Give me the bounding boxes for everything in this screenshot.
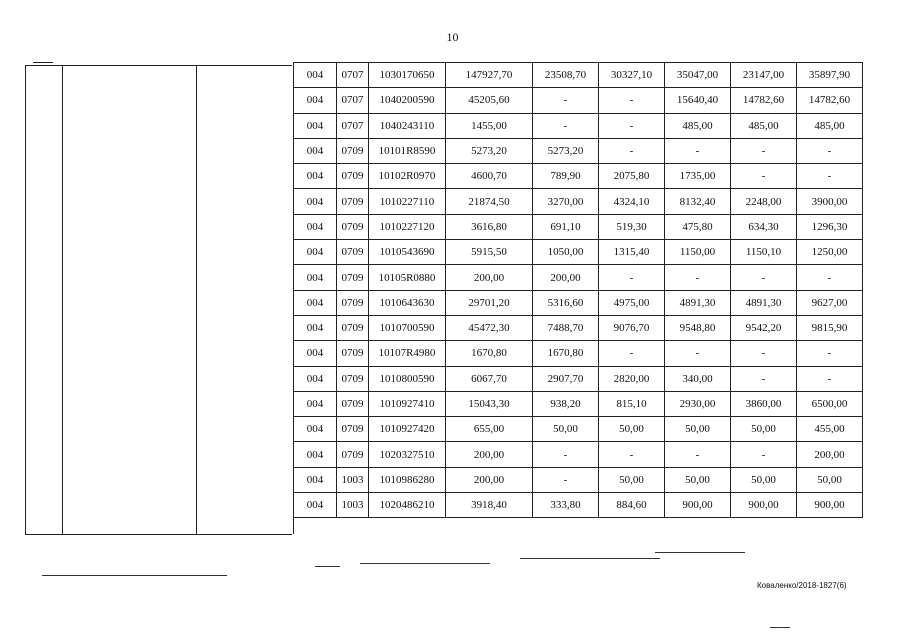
cell-year-5: 200,00 bbox=[797, 442, 863, 467]
cell-section-code: 0709 bbox=[337, 290, 369, 315]
cell-target-code: 10107R4980 bbox=[369, 341, 446, 366]
merged-cell-executor bbox=[196, 66, 294, 534]
cell-target-code: 1020486210 bbox=[369, 493, 446, 518]
cell-section-code: 0709 bbox=[337, 189, 369, 214]
cell-year-5: 900,00 bbox=[797, 493, 863, 518]
cell-year-5: - bbox=[797, 138, 863, 163]
table-row bbox=[294, 290, 863, 315]
merged-cell-number bbox=[26, 66, 63, 534]
cell-total: 1455,00 bbox=[446, 113, 533, 138]
cell-year-5: 9627,00 bbox=[797, 290, 863, 315]
cell-year-3: - bbox=[665, 442, 731, 467]
cell-year-3: 340,00 bbox=[665, 366, 731, 391]
cell-target-code: 1030170650 bbox=[369, 63, 446, 88]
cell-year-5: - bbox=[797, 265, 863, 290]
cell-year-3: 15640,40 bbox=[665, 88, 731, 113]
table-row bbox=[294, 417, 863, 442]
cell-year-2: 884,60 bbox=[599, 493, 665, 518]
cell-year-5: 1296,30 bbox=[797, 214, 863, 239]
cell-year-3: 1150,00 bbox=[665, 240, 731, 265]
cell-section-code: 0707 bbox=[337, 113, 369, 138]
table-row bbox=[294, 467, 863, 492]
cell-total: 200,00 bbox=[446, 265, 533, 290]
cell-total: 200,00 bbox=[446, 442, 533, 467]
table-row bbox=[294, 493, 863, 518]
cell-year-3: 35047,00 bbox=[665, 63, 731, 88]
cell-year-1: 1670,80 bbox=[533, 341, 599, 366]
cell-year-2: 30327,10 bbox=[599, 63, 665, 88]
cell-admin-code: 004 bbox=[294, 214, 337, 239]
cell-admin-code: 004 bbox=[294, 138, 337, 163]
cell-admin-code: 004 bbox=[294, 164, 337, 189]
cell-year-2: 50,00 bbox=[599, 417, 665, 442]
cell-year-1: 1050,00 bbox=[533, 240, 599, 265]
cell-year-1: 2907,70 bbox=[533, 366, 599, 391]
corner-mark bbox=[770, 627, 790, 628]
cell-year-3: 475,80 bbox=[665, 214, 731, 239]
header-stub-line bbox=[33, 62, 53, 63]
cell-section-code: 0707 bbox=[337, 63, 369, 88]
cell-target-code: 1010643630 bbox=[369, 290, 446, 315]
cell-target-code: 1010927410 bbox=[369, 391, 446, 416]
cell-year-3: - bbox=[665, 265, 731, 290]
footer-rule bbox=[315, 566, 340, 567]
cell-year-2: - bbox=[599, 138, 665, 163]
cell-year-2: 9076,70 bbox=[599, 315, 665, 340]
cell-year-5: 6500,00 bbox=[797, 391, 863, 416]
cell-section-code: 0707 bbox=[337, 88, 369, 113]
cell-year-4: 23147,00 bbox=[731, 63, 797, 88]
cell-year-1: - bbox=[533, 113, 599, 138]
cell-year-3: 50,00 bbox=[665, 467, 731, 492]
cell-admin-code: 004 bbox=[294, 467, 337, 492]
cell-section-code: 0709 bbox=[337, 164, 369, 189]
cell-year-4: - bbox=[731, 265, 797, 290]
cell-year-4: 2248,00 bbox=[731, 189, 797, 214]
cell-admin-code: 004 bbox=[294, 315, 337, 340]
cell-target-code: 10101R8590 bbox=[369, 138, 446, 163]
cell-year-4: - bbox=[731, 442, 797, 467]
cell-year-5: 14782,60 bbox=[797, 88, 863, 113]
cell-total: 45205,60 bbox=[446, 88, 533, 113]
cell-total: 4600,70 bbox=[446, 164, 533, 189]
cell-target-code: 1010227110 bbox=[369, 189, 446, 214]
cell-year-3: 900,00 bbox=[665, 493, 731, 518]
cell-year-5: - bbox=[797, 366, 863, 391]
cell-year-2: 815,10 bbox=[599, 391, 665, 416]
cell-year-3: - bbox=[665, 341, 731, 366]
cell-year-4: 900,00 bbox=[731, 493, 797, 518]
cell-year-3: 8132,40 bbox=[665, 189, 731, 214]
cell-year-4: 1150,10 bbox=[731, 240, 797, 265]
budget-table-body bbox=[294, 63, 863, 518]
cell-year-5: 485,00 bbox=[797, 113, 863, 138]
table-row bbox=[294, 214, 863, 239]
cell-year-1: 5273,20 bbox=[533, 138, 599, 163]
cell-year-2: - bbox=[599, 442, 665, 467]
table-row bbox=[294, 113, 863, 138]
cell-admin-code: 004 bbox=[294, 63, 337, 88]
table-row bbox=[294, 442, 863, 467]
cell-section-code: 0709 bbox=[337, 138, 369, 163]
cell-target-code: 1010800590 bbox=[369, 366, 446, 391]
cell-year-5: 3900,00 bbox=[797, 189, 863, 214]
cell-admin-code: 004 bbox=[294, 341, 337, 366]
cell-year-2: 4975,00 bbox=[599, 290, 665, 315]
cell-year-4: 634,30 bbox=[731, 214, 797, 239]
cell-year-2: 2820,00 bbox=[599, 366, 665, 391]
cell-year-4: 14782,60 bbox=[731, 88, 797, 113]
cell-admin-code: 004 bbox=[294, 113, 337, 138]
table-row bbox=[294, 366, 863, 391]
cell-year-2: - bbox=[599, 265, 665, 290]
cell-year-2: - bbox=[599, 113, 665, 138]
cell-year-1: 3270,00 bbox=[533, 189, 599, 214]
cell-year-1: 7488,70 bbox=[533, 315, 599, 340]
cell-total: 6067,70 bbox=[446, 366, 533, 391]
cell-year-4: - bbox=[731, 138, 797, 163]
cell-target-code: 10102R0970 bbox=[369, 164, 446, 189]
cell-year-4: 485,00 bbox=[731, 113, 797, 138]
cell-total: 200,00 bbox=[446, 467, 533, 492]
cell-year-1: 200,00 bbox=[533, 265, 599, 290]
table-row bbox=[294, 341, 863, 366]
cell-total: 3918,40 bbox=[446, 493, 533, 518]
budget-table bbox=[293, 62, 863, 518]
cell-year-3: 2930,00 bbox=[665, 391, 731, 416]
cell-admin-code: 004 bbox=[294, 88, 337, 113]
page-number: 10 bbox=[446, 30, 459, 44]
footer-code: Коваленко/2018-1827(6) bbox=[757, 581, 847, 590]
cell-year-2: 519,30 bbox=[599, 214, 665, 239]
cell-year-4: 9542,20 bbox=[731, 315, 797, 340]
cell-year-3: 1735,00 bbox=[665, 164, 731, 189]
cell-year-4: 50,00 bbox=[731, 417, 797, 442]
cell-year-4: - bbox=[731, 164, 797, 189]
cell-year-1: 50,00 bbox=[533, 417, 599, 442]
cell-year-1: 5316,60 bbox=[533, 290, 599, 315]
cell-admin-code: 004 bbox=[294, 189, 337, 214]
cell-year-3: 485,00 bbox=[665, 113, 731, 138]
cell-year-4: 3860,00 bbox=[731, 391, 797, 416]
cell-section-code: 0709 bbox=[337, 417, 369, 442]
cell-year-2: 1315,40 bbox=[599, 240, 665, 265]
cell-admin-code: 004 bbox=[294, 290, 337, 315]
table-row bbox=[294, 240, 863, 265]
cell-section-code: 0709 bbox=[337, 366, 369, 391]
cell-year-1: - bbox=[533, 88, 599, 113]
cell-year-4: - bbox=[731, 366, 797, 391]
cell-year-2: - bbox=[599, 88, 665, 113]
cell-total: 5273,20 bbox=[446, 138, 533, 163]
cell-year-5: 1250,00 bbox=[797, 240, 863, 265]
cell-target-code: 10105R0880 bbox=[369, 265, 446, 290]
cell-year-1: 938,20 bbox=[533, 391, 599, 416]
cell-section-code: 0709 bbox=[337, 265, 369, 290]
cell-section-code: 1003 bbox=[337, 493, 369, 518]
cell-admin-code: 004 bbox=[294, 493, 337, 518]
cell-year-1: - bbox=[533, 442, 599, 467]
cell-year-5: 455,00 bbox=[797, 417, 863, 442]
cell-total: 45472,30 bbox=[446, 315, 533, 340]
table-row bbox=[294, 189, 863, 214]
cell-total: 21874,50 bbox=[446, 189, 533, 214]
footer-rule bbox=[655, 552, 745, 553]
cell-admin-code: 004 bbox=[294, 442, 337, 467]
table-row bbox=[294, 63, 863, 88]
cell-year-5: - bbox=[797, 164, 863, 189]
cell-section-code: 0709 bbox=[337, 341, 369, 366]
cell-year-1: - bbox=[533, 467, 599, 492]
cell-year-5: 50,00 bbox=[797, 467, 863, 492]
cell-total: 147927,70 bbox=[446, 63, 533, 88]
cell-section-code: 0709 bbox=[337, 391, 369, 416]
table-row bbox=[294, 315, 863, 340]
cell-total: 5915,50 bbox=[446, 240, 533, 265]
footer-rule bbox=[42, 575, 227, 576]
cell-section-code: 0709 bbox=[337, 315, 369, 340]
table-row bbox=[294, 164, 863, 189]
cell-total: 15043,30 bbox=[446, 391, 533, 416]
cell-target-code: 1040200590 bbox=[369, 88, 446, 113]
cell-target-code: 1010700590 bbox=[369, 315, 446, 340]
cell-admin-code: 004 bbox=[294, 240, 337, 265]
cell-year-1: 23508,70 bbox=[533, 63, 599, 88]
cell-total: 1670,80 bbox=[446, 341, 533, 366]
cell-total: 3616,80 bbox=[446, 214, 533, 239]
cell-year-2: - bbox=[599, 341, 665, 366]
cell-year-2: 2075,80 bbox=[599, 164, 665, 189]
table-row bbox=[294, 391, 863, 416]
merged-cell-description bbox=[62, 66, 197, 534]
cell-section-code: 1003 bbox=[337, 467, 369, 492]
cell-admin-code: 004 bbox=[294, 265, 337, 290]
cell-year-4: 4891,30 bbox=[731, 290, 797, 315]
cell-year-3: 9548,80 bbox=[665, 315, 731, 340]
cell-year-2: 4324,10 bbox=[599, 189, 665, 214]
cell-target-code: 1040243110 bbox=[369, 113, 446, 138]
cell-year-4: 50,00 bbox=[731, 467, 797, 492]
table-row bbox=[294, 88, 863, 113]
table-row bbox=[294, 138, 863, 163]
cell-year-5: 35897,90 bbox=[797, 63, 863, 88]
table-row bbox=[294, 265, 863, 290]
cell-admin-code: 004 bbox=[294, 391, 337, 416]
cell-admin-code: 004 bbox=[294, 417, 337, 442]
cell-target-code: 1010227120 bbox=[369, 214, 446, 239]
cell-total: 29701,20 bbox=[446, 290, 533, 315]
cell-year-4: - bbox=[731, 341, 797, 366]
cell-section-code: 0709 bbox=[337, 214, 369, 239]
cell-year-1: 333,80 bbox=[533, 493, 599, 518]
cell-total: 655,00 bbox=[446, 417, 533, 442]
cell-target-code: 1020327510 bbox=[369, 442, 446, 467]
cell-year-3: 50,00 bbox=[665, 417, 731, 442]
cell-target-code: 1010927420 bbox=[369, 417, 446, 442]
cell-section-code: 0709 bbox=[337, 442, 369, 467]
cell-target-code: 1010986280 bbox=[369, 467, 446, 492]
footer-rule bbox=[520, 558, 660, 559]
cell-year-5: - bbox=[797, 341, 863, 366]
cell-admin-code: 004 bbox=[294, 366, 337, 391]
cell-section-code: 0709 bbox=[337, 240, 369, 265]
cell-year-1: 789,90 bbox=[533, 164, 599, 189]
left-merged-columns bbox=[25, 65, 292, 535]
cell-year-1: 691,10 bbox=[533, 214, 599, 239]
footer-rule bbox=[360, 563, 490, 564]
cell-target-code: 1010543690 bbox=[369, 240, 446, 265]
cell-year-3: 4891,30 bbox=[665, 290, 731, 315]
cell-year-5: 9815,90 bbox=[797, 315, 863, 340]
cell-year-2: 50,00 bbox=[599, 467, 665, 492]
cell-year-3: - bbox=[665, 138, 731, 163]
